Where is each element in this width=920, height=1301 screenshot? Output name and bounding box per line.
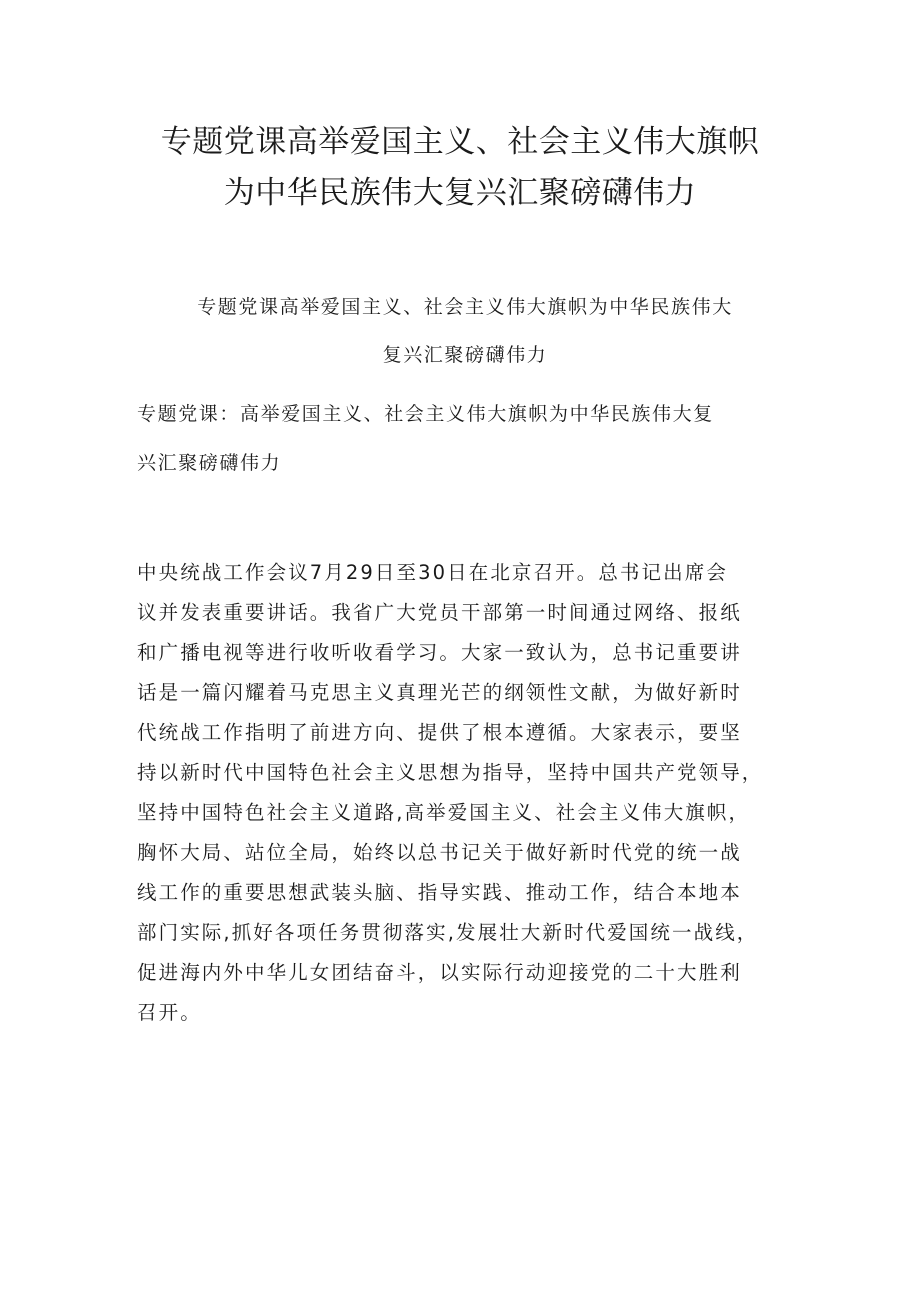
- subtitle-line-2: 复兴汇聚磅礴伟力: [382, 344, 548, 366]
- body-line: 和广播电视等进行收听收看学习。大家一致认为，总书记重要讲: [137, 641, 742, 664]
- body-line: 持以新时代中国特色社会主义思想为指导，坚持中国共产党领导，: [137, 761, 764, 784]
- body-line: 代统战工作指明了前进方向、提供了根本遵循。大家表示，要坚: [137, 721, 742, 744]
- body-line: 议并发表重要讲话。我省广大党员干部第一时间通过网络、报纸: [137, 601, 742, 624]
- body-line: 坚持中国特色社会主义道路,高举爱国主义、社会主义伟大旗帜，: [137, 801, 751, 824]
- document-title-line-1: 专题党课高举爱国主义、社会主义伟大旗帜: [160, 124, 760, 160]
- body-line: 促进海内外中华儿女团结奋斗，以实际行动迎接党的二十大胜利: [137, 961, 742, 984]
- lead-line-2: 兴汇聚磅礴伟力: [137, 452, 282, 474]
- body-line: 胸怀大局、站位全局，始终以总书记关于做好新时代党的统一战: [137, 841, 742, 864]
- body-line: 部门实际,抓好各项任务贯彻落实,发展壮大新时代爱国统一战线，: [137, 921, 759, 944]
- document-title-line-2: 为中华民族伟大复兴汇聚磅礴伟力: [223, 175, 697, 211]
- body-line: 中央统战工作会议7月29日至30日在北京召开。总书记出席会: [137, 561, 728, 584]
- lead-line-1: 专题党课：高举爱国主义、社会主义伟大旗帜为中华民族伟大复: [137, 403, 714, 425]
- body-paragraph: [137, 553, 801, 1033]
- body-line: 线工作的重要思想武装头脑、指导实践、推动工作，结合本地本: [137, 881, 742, 904]
- subtitle-line-1: 专题党课高举爱国主义、社会主义伟大旗帜为中华民族伟大: [197, 296, 733, 318]
- body-line: 召开。: [137, 1001, 202, 1024]
- body-line: 话是一篇闪耀着马克思主义真理光芒的纲领性文献，为做好新时: [137, 681, 742, 704]
